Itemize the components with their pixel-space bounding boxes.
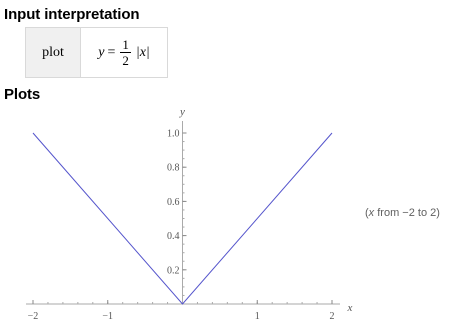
expr-lhs: y (98, 44, 105, 60)
input-interpretation-heading: Input interpretation (4, 6, 140, 23)
plots-heading: Plots (4, 86, 41, 103)
plot-range-note (365, 207, 440, 219)
y-tick-label: 0.8 (167, 162, 180, 174)
range-note-open: ( (365, 207, 369, 219)
math-expression (98, 38, 150, 67)
range-note-text: from −2 to 2) (374, 207, 440, 219)
interpretation-label-cell: plot (26, 28, 81, 77)
plot-chart (0, 104, 370, 329)
input-interpretation-table (25, 27, 168, 78)
expr-equals: = (107, 44, 116, 60)
expr-denominator: 2 (122, 53, 129, 68)
x-tick-label: 2 (329, 311, 335, 322)
expr-fraction (120, 38, 131, 67)
y-axis-label: y (180, 106, 185, 118)
y-tick-label: 0.4 (167, 231, 180, 243)
y-tick-label: 1.0 (167, 128, 180, 140)
x-tick-label: 1 (254, 311, 260, 322)
x-tick-label: −1 (102, 311, 114, 322)
y-tick-label: 0.6 (167, 196, 180, 208)
expr-numerator: 1 (122, 37, 129, 52)
range-note-variable: x (368, 207, 375, 219)
x-axis-label: x (347, 302, 353, 314)
x-tick-label: −2 (27, 311, 39, 322)
interpretation-expression-cell (81, 28, 167, 77)
y-tick-label: 0.2 (167, 265, 180, 277)
expr-rhs: |x| (135, 44, 150, 60)
